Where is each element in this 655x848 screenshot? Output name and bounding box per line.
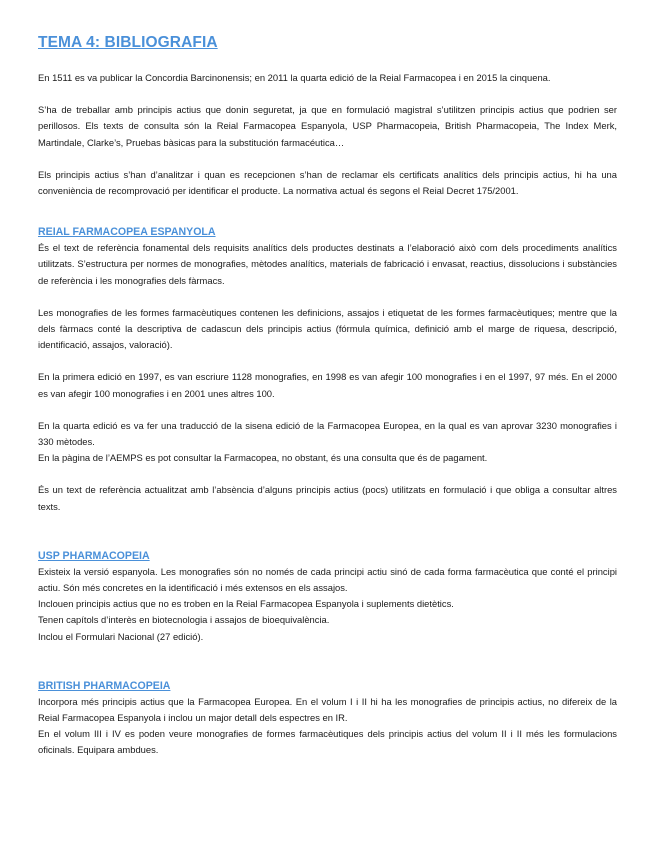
- rfe-paragraph-4: En la quarta edició es va fer una traducció de la sisena edició de la Farmacopea Europea, en la qual es van aprovar 3230 monografies i 330 mètodes.: [38, 419, 617, 448]
- bp-line-1: Incorpora més principis actius que la Farmacopea Europea. En el volum I i II hi ha les monografies de principis actius, no difereix de la Reial Farmacopea Espanyola i inclou un major detall dels espectres en IR.: [38, 695, 617, 724]
- rfe-paragraph-5: En la pàgina de l’AEMPS es pot consultar la Farmacopea, no obstant, és una consulta que és de pagament.: [38, 452, 488, 464]
- intro-paragraph-3: Els principis actius s’han d’analitzar i quan es recepcionen s’han de reclamar els certificats analítics dels principis actius, hi ha una conveniència de recomprovació per identificar el producte. La normativa actual és segons el Reial Decret 175/2001.: [38, 168, 617, 197]
- page-title: TEMA 4: BIBLIOGRAFIA: [38, 34, 218, 51]
- section-heading-usp: USP PHARMACOPEIA: [38, 549, 150, 562]
- rfe-paragraph-3: En la primera edició en 1997, es van escriure 1128 monografies, en 1998 es van afegir 100 monografies i en el 1997, 97 més. En el 2000 es van afegir 100 monografies i en 2001 unes altres 100.: [38, 371, 617, 399]
- document-page: [38, 34, 617, 759]
- usp-line-1: Existeix la versió espanyola. Les monografies són no només de cada principi actiu sinó de cada forma farmacèutica que conté el principi actiu. Són més concretes en la identificació i més extensos en els assajos.: [38, 565, 617, 594]
- usp-line-2: Inclouen principis actius que no es troben en la Reial Farmacopea Espanyola i suplements dietètics.: [38, 598, 454, 610]
- section-heading-rfe: REIAL FARMACOPEA ESPANYOLA: [38, 226, 216, 239]
- bp-line-2: En el volum III i IV es poden veure monografies de formes farmacèutiques dels principis actius del volum II i II més les formulacions oficinals. Equipara ambdues.: [38, 728, 617, 756]
- rfe-paragraph-1: És el text de referència fonamental dels requisits analítics dels productes destinats a l’elaboració això com dels procediments analítics utilitzats. S’estructura per normes de monografies, mètodes analítics, materials de fabricació i envasat, reactius, dissolucions i substàncies de referència i les monografies dels fàrmacs.: [38, 242, 617, 286]
- intro-paragraph-1: En 1511 es va publicar la Concordia Barcinonensis; en 2011 la quarta edició de la Reial Farmacopea i en 2015 la cinquena.: [38, 72, 551, 83]
- usp-line-3: Tenen capítols d’interès en biotecnologia i assajos de bioequivalència.: [38, 614, 330, 626]
- usp-line-4: Inclou el Formulari Nacional (27 edició).: [38, 630, 204, 642]
- intro-paragraph-2: S’ha de treballar amb principis actius que donin seguretat, ja que en formulació magistral s’utilitzen principis actius que podrien ser perillosos. Els texts de consulta són la Reial Farmacopea Espanyola, USP Pharmacopeia, British Pharmacopeia, The Index Merk, Martindale, Clarke’s, Pruebas bàsicas para la substitución farmacéutica…: [38, 104, 617, 148]
- rfe-paragraph-6: És un text de referència actualitzat amb l’absència d’alguns principis actius (pocs) utilitzats en formulació i que obliga a consultar altres texts.: [38, 484, 617, 512]
- section-heading-bp: BRITISH PHARMACOPEIA: [38, 679, 171, 692]
- rfe-paragraph-2: Les monografies de les formes farmacèutiques contenen les definicions, assajos i etiquetat de les formes farmacèutiques; mentre que la dels fàrmacs conté la descriptiva de cadascun dels principis actius (fórmula química, definició amb el marge de riquesa, descripció, identificació, assajos, valoració).: [38, 306, 617, 351]
